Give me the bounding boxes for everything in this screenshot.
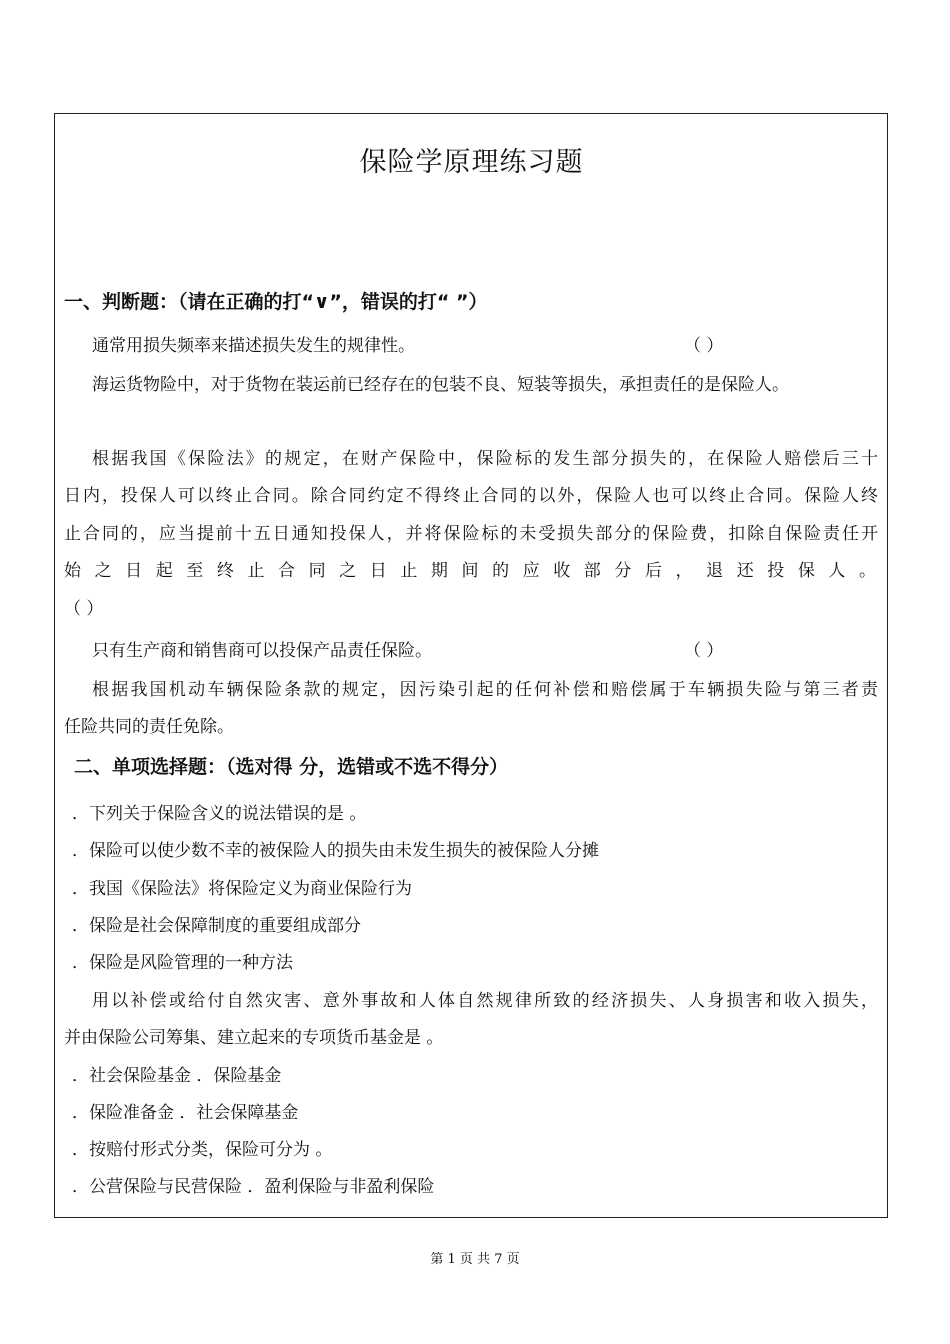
mc-q1-option-d: ．保险是风险管理的一种方法 [72, 953, 293, 973]
mc-question-3: ．按赔付形式分类，保险可分为 。 [72, 1140, 333, 1160]
tf-question-1: 通常用损失频率来描述损失发生的规律性。 [92, 336, 415, 356]
mc-q1-option-a: ．保险可以使少数不幸的被保险人的损失由未发生损失的被保险人分摊 [72, 841, 599, 861]
mc-q3-options-ab: ．公营保险与民营保险 ．盈利保险与非盈利保险 [72, 1177, 435, 1197]
mc-q1-option-c: ．保险是社会保障制度的重要组成部分 [72, 916, 361, 936]
tf-question-3-line-2: 日内，投保人可以终止合同。除合同约定不得终止合同的以外，保险人也可以终止合同。保险人终 [64, 486, 878, 506]
tf-question-2: 海运货物险中，对于货物在装运前已经存在的包装不良、短装等损失，承担责任的是保险人。 [92, 375, 789, 395]
tf-question-4: 只有生产商和销售商可以投保产品责任保险。 [92, 641, 432, 661]
tf-question-3-line-3: 止合同的，应当提前十五日通知投保人，并将保险标的未受损失部分的保险费，扣除自保险责任开 [64, 524, 878, 544]
tf-answer-blank-4: （ ） [684, 641, 724, 661]
tf-question-5-line-1: 根据我国机动车辆保险条款的规定，因污染引起的任何补偿和赔偿属于车辆损失险与第三者责 [92, 680, 878, 700]
tf-question-3-line-4: 始之日起至终止合同之日止期间的应收部分后，退还投保人。 [64, 561, 878, 581]
tf-answer-blank-3: （ ） [64, 599, 104, 619]
tf-answer-blank-1: （ ） [684, 336, 724, 356]
mc-q2-options-ab: ．社会保险基金 ．保险基金 [72, 1066, 282, 1086]
section-2-heading: 二、单项选择题：（选对得 分，选错或不选不得分） [74, 756, 509, 778]
page-frame [54, 113, 888, 1218]
mc-q2-options-cd: ．保险准备金 ．社会保障基金 [72, 1103, 299, 1123]
page-number-footer: 第 1 页 共 7 页 [430, 1252, 520, 1267]
mc-question-1: ．下列关于保险含义的说法错误的是 。 [72, 804, 367, 824]
mc-q1-option-b: ．我国《保险法》将保险定义为商业保险行为 [72, 879, 412, 899]
mc-question-2-line-2: 并由保险公司筹集、建立起来的专项货币基金是 。 [64, 1028, 444, 1048]
mc-question-2-line-1: 用以补偿或给付自然灾害、意外事故和人体自然规律所致的经济损失、人身损害和收入损失， [92, 991, 878, 1011]
section-1-heading: 一、判断题：（请在正确的打“∨”，错误的打“ ”） [64, 291, 488, 313]
document-title: 保险学原理练习题 [359, 147, 584, 178]
tf-question-3-line-1: 根据我国《保险法》的规定，在财产保险中，保险标的发生部分损失的，在保险人赔偿后三十 [92, 449, 878, 469]
tf-question-5-line-2: 任险共同的责任免除。 [64, 717, 234, 737]
